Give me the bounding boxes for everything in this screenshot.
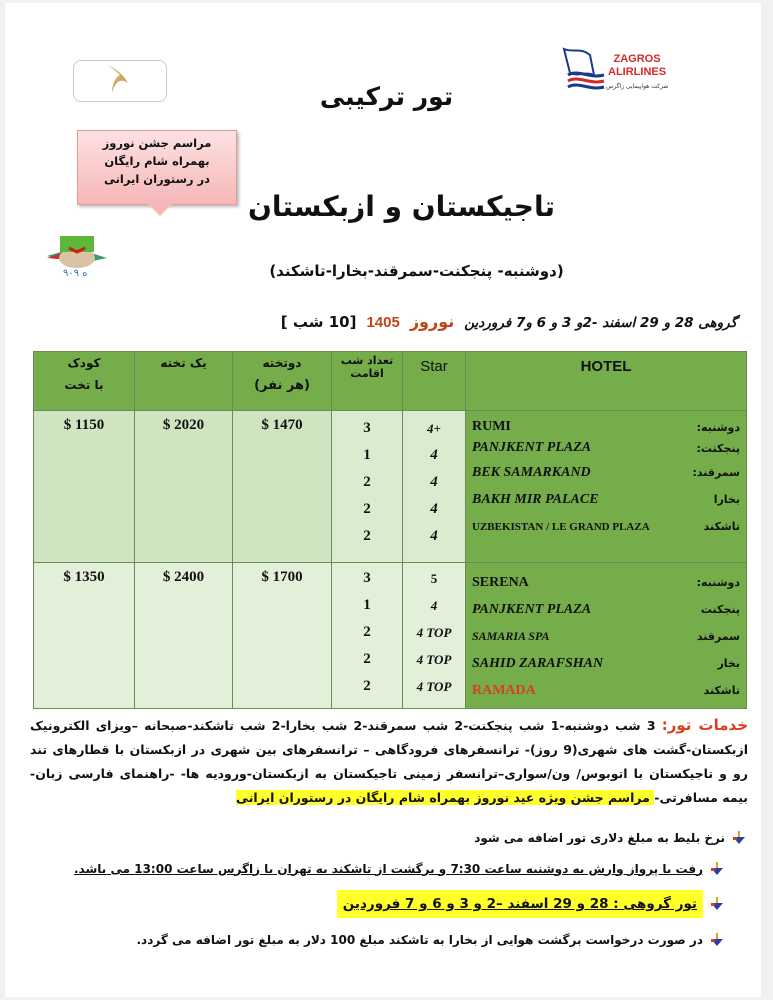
hotel-row	[472, 417, 740, 437]
bullet-arrow-icon	[733, 831, 745, 845]
airline-name-line1: ZAGROS	[613, 53, 661, 65]
price-child: $ 1150	[34, 411, 135, 563]
header-text: اقامت	[350, 367, 384, 380]
destination-title: تاجیکستان و ازبکستان	[247, 190, 555, 223]
header-nights	[332, 352, 403, 411]
svg-text:ه ٩٠٩: ه ٩٠٩	[63, 268, 88, 278]
nights-label: [10 شب ]	[280, 313, 357, 331]
nights-value: 2	[363, 528, 371, 544]
nights-value: 2	[363, 678, 371, 694]
header-text: کودک	[67, 356, 101, 370]
hotel-row	[472, 437, 740, 459]
hotel-name: BAKH MIR PALACE	[472, 491, 599, 507]
hotel-name: RAMADA	[472, 682, 536, 698]
price-single: $ 2020	[135, 411, 233, 563]
city-label: تاشکند	[703, 684, 740, 697]
note-text: رفت با پرواز وارش به دوشنبه ساعت 7:30 و برگشت از تاشکند به تهران با زاگرس ساعت 13:00 می باشد.	[73, 861, 703, 876]
hotel-name: PANJKENT PLAZA	[472, 601, 592, 617]
bullet-arrow-icon	[711, 933, 723, 947]
table-row	[34, 411, 747, 563]
nights-value: 3	[363, 570, 371, 586]
price-single: $ 2400	[135, 563, 233, 709]
price-double: $ 1470	[233, 411, 332, 563]
star-value: 4	[430, 474, 438, 490]
price-child: $ 1350	[34, 563, 135, 709]
hotel-name: UZBEKISTAN / LE GRAND PLAZA	[472, 520, 650, 533]
star-value: 4 TOP	[416, 625, 452, 640]
star-value: 4	[430, 598, 438, 613]
nights-value: 1	[363, 447, 371, 463]
header-text: (هر نفر)	[254, 378, 310, 393]
nights-value: 2	[363, 624, 371, 640]
nights-cell	[332, 411, 403, 563]
hotel-row	[472, 513, 740, 540]
header-single	[135, 352, 233, 411]
note-item	[74, 924, 745, 955]
hotel-row	[472, 596, 740, 623]
table-row	[34, 563, 747, 709]
city-label: تاشکند	[703, 520, 740, 533]
city-label: بخارا	[713, 493, 740, 506]
callout-line: بهمراه شام رایگان	[104, 154, 210, 168]
year-label: 1405	[366, 314, 400, 331]
star-value: 4	[430, 501, 438, 517]
tour-services	[30, 713, 748, 810]
hotel-name: RUMI	[472, 419, 511, 434]
note-text: تور گروهی : 28 و 29 اسفند –2 و 3 و 6 و 7 فروردین	[337, 890, 703, 918]
table-header-row	[34, 352, 747, 411]
group-dates: گروهی 28 و 29 اسفند -2و 3 و 6 و7 فروردین	[464, 315, 737, 331]
nights-cell	[332, 563, 403, 709]
notes-list	[74, 822, 745, 955]
airline-name	[608, 53, 666, 79]
callout-line: در رستوران ایرانی	[103, 172, 211, 186]
hotel-name: SERENA	[472, 574, 529, 590]
hotel-row	[472, 569, 740, 596]
header-text: با تخت	[64, 378, 104, 392]
hotels-cell	[466, 563, 747, 709]
header-star	[403, 352, 466, 411]
hotel-name: BEK SAMARKAND	[472, 464, 591, 480]
hotel-name: SAHID ZARAFSHAN	[472, 655, 604, 671]
services-text: 3 شب دوشنبه-1 شب پنجکنت-2 شب سمرقند-2 شب بخارا-2 شب تاشکند-صبحانه –ویزای الکترونیک ازبکستان-گشت های شهری(9 روز)- ترانسفرهای فرودگاهی – ترانسفرهای بین شهری در ازبکستان با قطارهای تند رو و تاجیکستان با اتوبوس/ ون/سواری–ترانسفر زمینی تاجیکستان به ازبکستان-ورودیه ها- -راهنمای فارسی زبان- بیمه مسافرتی-	[30, 718, 748, 805]
airline-tagline: شرکت هواپیمایی زاگرس	[606, 83, 669, 90]
nights-value: 2	[363, 474, 371, 490]
hotel-name: PANJKENT PLAZA	[472, 440, 592, 455]
nights-value: 2	[363, 501, 371, 517]
hotels-cell	[466, 411, 747, 563]
note-item	[74, 822, 745, 853]
services-label: خدمات تور:	[661, 716, 749, 734]
tour-type-title: تور ترکیبی	[319, 82, 454, 111]
note-item	[74, 884, 745, 924]
header-hotel	[466, 352, 747, 411]
route-subtitle: (دوشنبه- پنجکنت-سمرقند-بخارا-تاشکند)	[269, 262, 564, 280]
bullet-arrow-icon	[711, 897, 723, 911]
header-text: تعداد شب	[340, 354, 394, 367]
star-value: 4 TOP	[416, 679, 452, 694]
nights-value: 3	[363, 420, 371, 436]
hotel-row	[472, 677, 740, 704]
price-double: $ 1700	[233, 563, 332, 709]
header-child	[34, 352, 135, 411]
city-label: پنجکنت:	[696, 441, 740, 455]
hotel-name: SAMARIA SPA	[472, 629, 550, 643]
bullet-arrow-icon	[711, 862, 723, 876]
star-value: 4	[430, 528, 438, 544]
header-text: یک تخته	[160, 356, 207, 370]
header-text: Star	[420, 358, 448, 375]
services-highlight: مراسم جشن ویژه عید نوروز بهمراه شام رایگان در رستوران ایرانی	[236, 790, 655, 805]
city-label: سمرقند	[696, 630, 740, 643]
nights-value: 1	[363, 597, 371, 613]
city-label: دوشنبه:	[696, 576, 740, 589]
stars-cell	[403, 563, 466, 709]
note-item	[74, 853, 745, 884]
nights-value: 2	[363, 651, 371, 667]
stars-cell	[403, 411, 466, 563]
header-text: دوتخته	[262, 356, 302, 370]
airline-name-line2: ALIRLINES	[608, 66, 667, 78]
hotel-row	[472, 486, 740, 513]
nowruz-label: نوروز	[409, 312, 455, 331]
star-value: 5	[430, 571, 438, 586]
city-label: پنجکنت	[700, 603, 740, 616]
city-label: سمرقند:	[692, 466, 740, 479]
price-table	[33, 351, 747, 709]
header-text: HOTEL	[580, 358, 632, 375]
hotel-row	[472, 623, 740, 650]
departure-dates	[281, 312, 737, 331]
star-value: 4 TOP	[416, 652, 452, 667]
note-text: در صورت درخواست برگشت هوایی از بخارا به تاشکند مبلغ 100 دلار به مبلغ تور اضافه می گردد.	[136, 932, 703, 947]
star-value: 4	[430, 447, 438, 463]
hotel-row	[472, 459, 740, 486]
city-label: بخار	[717, 657, 740, 670]
header-double	[233, 352, 332, 411]
star-value: 4+	[427, 421, 441, 436]
city-label: دوشنبه:	[696, 420, 740, 434]
callout-line: مراسم جشن نوروز	[102, 136, 212, 150]
note-text: نرخ بلیط به مبلغ دلاری تور اضافه می شود	[474, 830, 725, 845]
hotel-row	[472, 650, 740, 677]
